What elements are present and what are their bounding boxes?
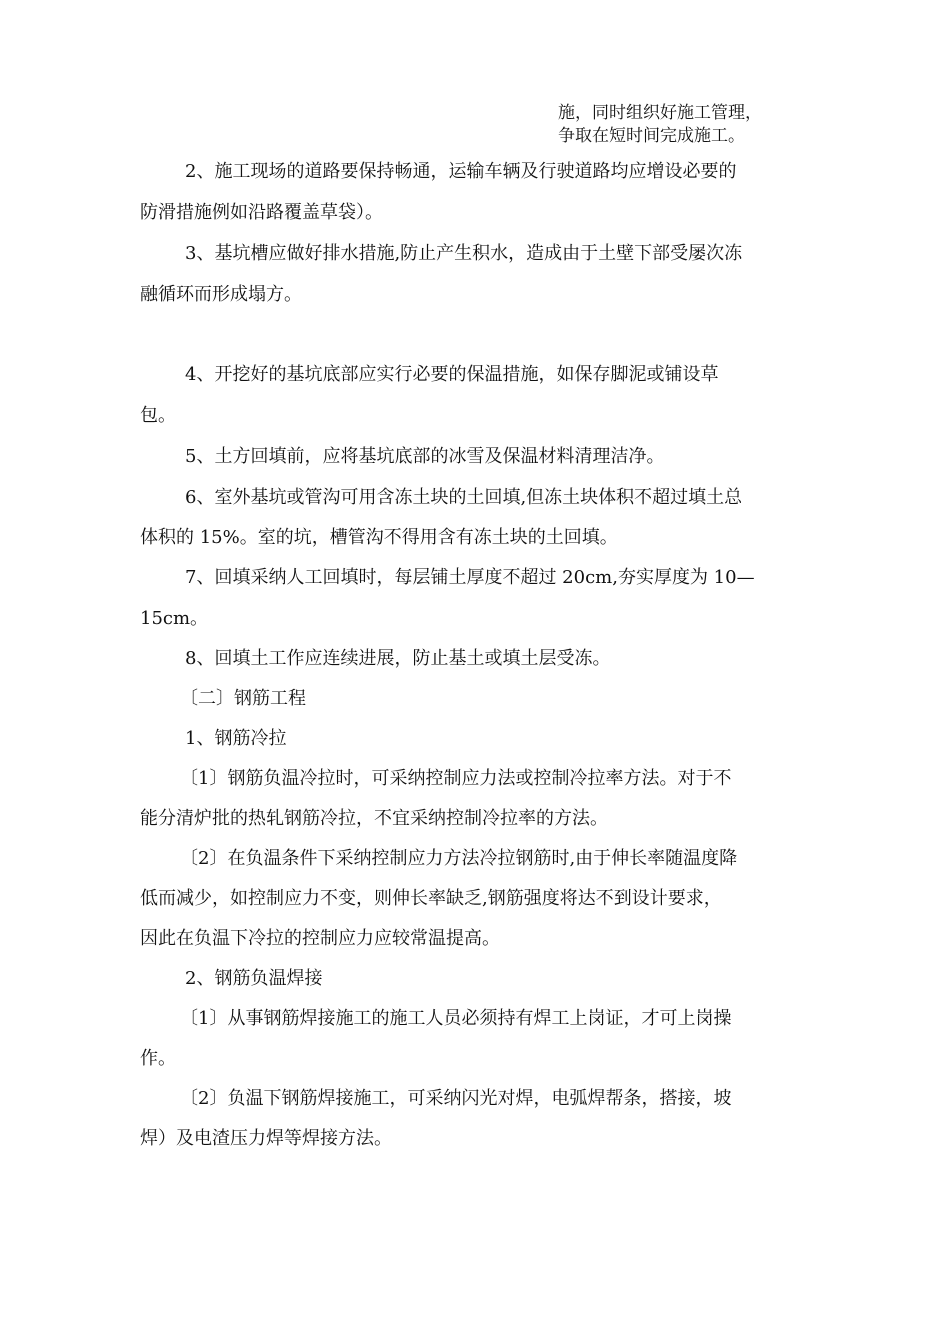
paragraph-4-line-1: 4、开挖好的基坑底部应实行必要的保温措施，如保存脚泥或铺设草	[185, 364, 719, 385]
paragraph-7-line-1: 7、回填采纳人工回填时，每层铺土厚度不超过 20cm,夯实厚度为 10—	[185, 567, 755, 588]
paragraph-6-line-2: 体积的 15%。室的坑，槽管沟不得用含有冻土块的土回填。	[140, 527, 618, 548]
paragraph-5-line-1: 5、土方回填前，应将基坑底部的冰雪及保温材料清理洁净。	[185, 446, 665, 467]
paragraph-2-line-2: 防滑措施例如沿路覆盖草袋）。	[140, 202, 383, 223]
item-1-2-line-3: 因此在负温下冷拉的控制应力应较常温提高。	[140, 928, 500, 949]
paragraph-7-line-2: 15cm。	[140, 608, 209, 629]
item-1-2-line-2: 低而减少，如控制应力不变，则伸长率缺乏,钢筋强度将达不到设计要求，	[140, 888, 722, 909]
paragraph-3-line-1: 3、基坑槽应做好排水措施,防止产生积水，造成由于土壁下部受屡次冻	[185, 243, 743, 264]
paragraph-6-line-1: 6、室外基坑或管沟可用含冻土块的土回填,但冻土块体积不超过填土总	[185, 487, 743, 508]
paragraph-4-line-2: 包。	[140, 405, 176, 426]
paragraph-3-line-2: 融循环而形成塌方。	[140, 284, 302, 305]
item-1-1-line-2: 能分清炉批的热轧钢筋冷拉，不宜采纳控制冷拉率的方法。	[140, 808, 608, 829]
item-2-2-line-1: 〔2〕负温下钢筋焊接施工，可采纳闪光对焊，电弧焊帮条，搭接，坡	[180, 1088, 732, 1109]
item-1-1-line-1: 〔1〕钢筋负温冷拉时，可采纳控制应力法或控制冷拉率方法。对于不	[180, 768, 732, 789]
item-2-2-line-2: 焊）及电渣压力焊等焊接方法。	[140, 1128, 392, 1149]
continuation-line-1: 施，同时组织好施工管理，	[558, 103, 762, 123]
continuation-line-2: 争取在短时间完成施工。	[558, 126, 745, 146]
item-1-2-line-1: 〔2〕在负温条件下采纳控制应力方法冷拉钢筋时,由于伸长率随温度降	[180, 848, 738, 869]
subheading-welding: 2、钢筋负温焊接	[185, 968, 323, 989]
item-2-1-line-1: 〔1〕从事钢筋焊接施工的施工人员必须持有焊工上岗证，才可上岗操	[180, 1008, 732, 1029]
paragraph-8-line-1: 8、回填土工作应连续进展，防止基土或填土层受冻。	[185, 648, 611, 669]
subheading-cold-drawing: 1、钢筋冷拉	[185, 728, 287, 749]
item-2-1-line-2: 作。	[140, 1048, 176, 1069]
section-heading-rebar: 〔二〕钢筋工程	[180, 688, 306, 709]
paragraph-2-line-1: 2、施工现场的道路要保持畅通，运输车辆及行驶道路均应增设必要的	[185, 161, 737, 182]
